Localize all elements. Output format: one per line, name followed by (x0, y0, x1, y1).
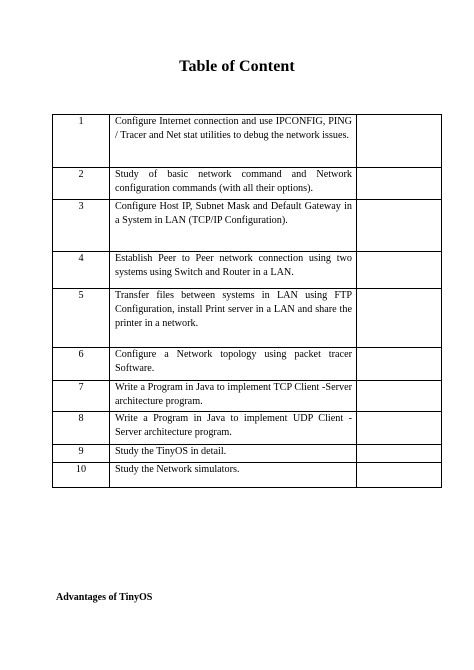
table-row (53, 289, 442, 348)
row-description: Configure Host IP, Subnet Mask and Default Gateway in a System in LAN (TCP/IP Configuration). (110, 200, 357, 252)
row-number: 8 (53, 412, 110, 445)
row-number: 1 (53, 115, 110, 168)
row-number: 10 (53, 463, 110, 488)
page-title: Table of Content (179, 58, 295, 75)
table-row (53, 168, 442, 200)
row-description: Establish Peer to Peer network connection using two systems using Switch and Router in a LAN. (110, 252, 357, 289)
row-description: Write a Program in Java to implement TCP Client -Server architecture program. (110, 381, 357, 412)
row-extra-cell (357, 200, 442, 252)
row-number: 3 (53, 200, 110, 252)
row-extra-cell (357, 445, 442, 463)
row-number: 2 (53, 168, 110, 200)
table-row (53, 200, 442, 252)
row-description: Configure Internet connection and use IPCONFIG, PING / Tracer and Net stat utilities to debug the network issues. (110, 115, 357, 168)
table-row (53, 381, 442, 412)
table-of-contents (52, 114, 442, 488)
row-number: 6 (53, 348, 110, 381)
row-description: Study the TinyOS in detail. (110, 445, 357, 463)
row-description: Write a Program in Java to implement UDP Client -Server architecture program. (110, 412, 357, 445)
row-extra-cell (357, 381, 442, 412)
row-extra-cell (357, 348, 442, 381)
row-extra-cell (357, 289, 442, 348)
table-row (53, 115, 442, 168)
row-extra-cell (357, 463, 442, 488)
table-row (53, 412, 442, 445)
row-number: 4 (53, 252, 110, 289)
row-description: Transfer files between systems in LAN using FTP Configuration, install Print server in a LAN and share the printer in a network. (110, 289, 357, 348)
section-heading: Advantages of TinyOS (56, 592, 153, 603)
table-row (53, 445, 442, 463)
table-row (53, 463, 442, 488)
row-extra-cell (357, 115, 442, 168)
table-row (53, 348, 442, 381)
row-number: 9 (53, 445, 110, 463)
row-extra-cell (357, 252, 442, 289)
row-number: 5 (53, 289, 110, 348)
row-description: Configure a Network topology using packet tracer Software. (110, 348, 357, 381)
row-description: Study the Network simulators. (110, 463, 357, 488)
row-description: Study of basic network command and Network configuration commands (with all their options). (110, 168, 357, 200)
row-extra-cell (357, 412, 442, 445)
table-row (53, 252, 442, 289)
row-extra-cell (357, 168, 442, 200)
row-number: 7 (53, 381, 110, 412)
